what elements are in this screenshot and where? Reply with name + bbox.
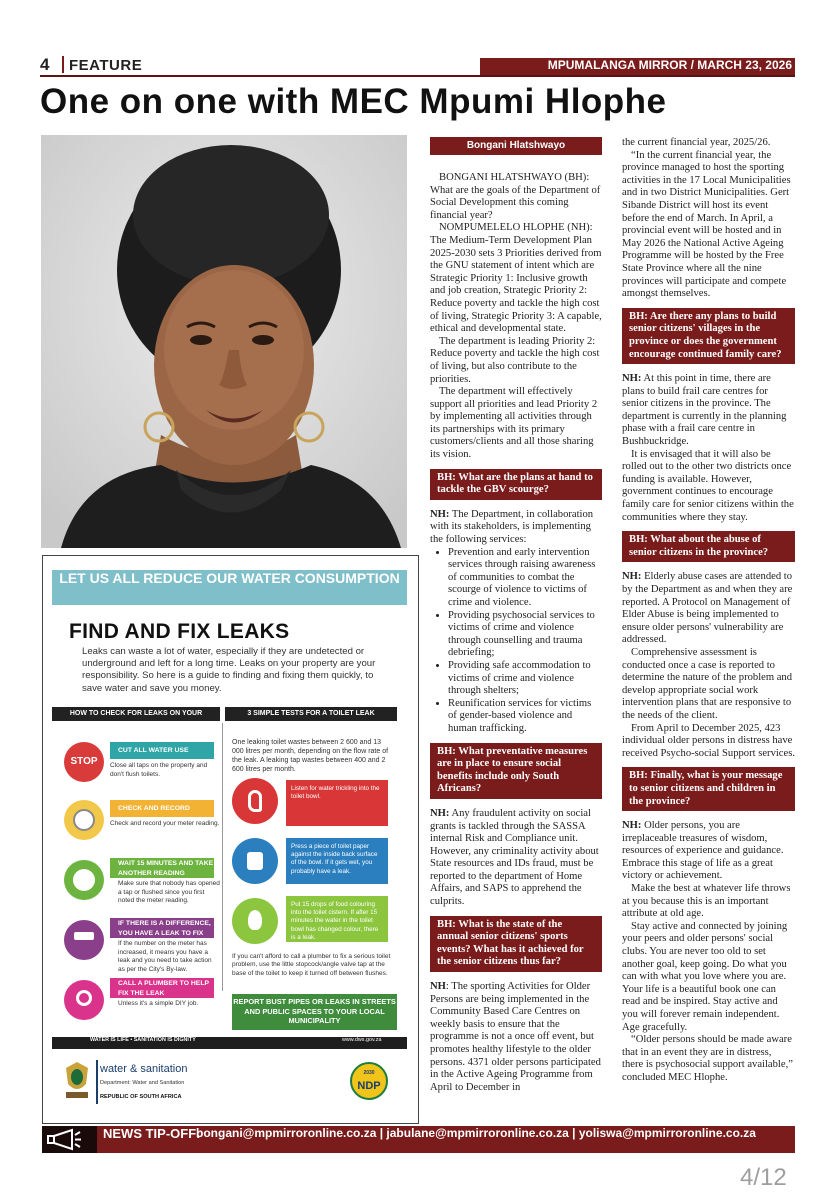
speaker-tag: NH: [430, 981, 446, 993]
coat-of-arms-icon: [62, 1060, 92, 1102]
test-box: Press a piece of toilet paper against the inside back surface of the bowl. If it gets wet, you probably have a leak.: [286, 838, 388, 884]
header-rule: [40, 75, 795, 77]
meter-face-icon: [73, 809, 95, 831]
step-title: CHECK AND RECORD: [110, 800, 214, 817]
stop-icon-label: STOP: [70, 756, 98, 767]
question-box: BH: What are the plans at hand to tackle the GBV scourge?: [430, 469, 602, 500]
advert-banner-text: LET US ALL REDUCE OUR WATER CONSUMPTION: [59, 570, 400, 586]
step-desc: If the number on the meter has increased, it means you have a leak and you need to take action as per the City's By-law.: [118, 940, 212, 973]
paragraph: BONGANI HLATSHWAYO (BH): What are the goals of the Department of Social Development this coming financial year?: [430, 172, 601, 221]
tap-spout-icon: [74, 932, 94, 940]
answer: [622, 820, 795, 883]
ndp-year: 2030: [363, 1070, 375, 1076]
paragraph: The department will effectively support all priorities and lead Priority 2 by implementing all activities through its partnerships with its primary customers/clients and all those sharing its vision.: [430, 386, 598, 461]
list-item: • Providing psychosocial services to victims of crime and violence through counselling and trauma debriefing;: [448, 610, 602, 660]
test-box: Put 15 drops of food colouring into the toilet cistern. If after 15 minutes the water in the toilet bowl has changed colour, there is a leak.: [286, 896, 388, 942]
advert-motto: WATER IS LIFE • SANITATION IS DIGNITY: [90, 1037, 196, 1043]
step-title: CALL A PLUMBER TO HELP FIX THE LEAK: [110, 978, 214, 998]
paragraph: Make the best at whatever life throws at you because this is an important attribute at old age.: [622, 883, 791, 920]
news-tip-label: NEWS TIP-OFF:: [103, 1126, 201, 1141]
department-line: Department: Water and Sanitation: [100, 1080, 185, 1086]
plumber-tip: If you can't afford to call a plumber to fix a serious toilet problem, use the little stopcock/angle valve tap at the base of the toilet to keep it turned off between flushes.: [232, 953, 391, 977]
speaker-tag: NH:: [430, 508, 450, 520]
paragraph: NOMPUMELELO HLOPHE (NH): The Medium-Term Development Plan 2025-2030 sets 3 Priorities derived from the GNU statement of intent which are Strategic Priority 1: Inclusive growth and job creation, Strategic Priority 2: Reduce poverty and tackle the high cost of living, Strategic Priority 3: A capable, ethical and developmental state.: [430, 222, 602, 335]
paragraph: “In the current financial year, the province managed to host the sporting activities in the 17 Local Municipalities and in two District Municipalities. Gert Sibande District will host its event before the end of March. In April, a provincial event will be hosted and in May 2026 the National Active Ageing Programme will be hosted by the Free State Province where all the nine provinces will participate and compete amongst themselves.: [622, 149, 791, 300]
list-item: • Prevention and early intervention services through raising awareness of communities to combat the scourge of violence to victims of crime and violence.: [448, 547, 602, 610]
article-column-2: [622, 137, 795, 1085]
megaphone-box: [42, 1126, 97, 1153]
step-title: IF THERE IS A DIFFERENCE, YOU HAVE A LEAK TO FIX: [110, 918, 214, 938]
publication-date: MPUMALANGA MIRROR / MARCH 23, 2026: [547, 58, 792, 72]
speaker-tag: NH:: [430, 807, 450, 819]
ear-shape-icon: [248, 790, 262, 812]
toilet-shape-icon: [247, 852, 263, 870]
speaker-tag: NH:: [622, 373, 642, 385]
paragraph: The department is leading Priority 2: Reduce poverty and tackle the high cost of living, but also contribute to the priorities.: [430, 335, 600, 385]
answer: [430, 808, 602, 909]
advert-intro: Leaks can waste a lot of water, especially if they are undetected or underground and left for a long time. Leaks on your property are your responsibility. So here is a guide to finding and fixing them quickly, to save water and save you money.: [82, 646, 376, 694]
paragraph: Comprehensive assessment is conducted once a case is reported to determine the nature of the problem and develop appropriate social work intervention plans that are responsive to the needs of the client.: [622, 646, 793, 721]
answer-intro: [430, 509, 602, 547]
department-logo-text: water & sanitation: [100, 1063, 188, 1075]
page-indicator: 4/12: [740, 1164, 787, 1191]
paragraph: It is envisaged that it will also be rolled out to the other two districts once funding is available. However, government continues to encourage family care for senior citizens within the communities where they stay.: [622, 448, 794, 523]
section-divider: [222, 723, 223, 991]
megaphone-icon: [42, 1126, 97, 1153]
list-item: • Reunification services for victims of gender-based violence and human trafficking.: [448, 698, 602, 736]
question-box: BH: What is the state of the annual senior citizens' sports events? What has it achieved for the senior citizens thus far?: [430, 916, 602, 972]
toilet-intro: One leaking toilet wastes between 2 600 and 13 000 litres per month, depending on the flow rate of the leak. A leaking tap wastes between 400 and 2 600 litres per month.: [232, 739, 389, 773]
answer-text: Older persons, you are irreplaceable treasures of wisdom, resources of experience and guidance. Embrace this stage of life as a great victory or achievement.: [622, 820, 784, 882]
step-desc: Close all taps on the property and don't flush toilets.: [110, 762, 208, 778]
answer-text: Elderly abuse cases are attended to by the Department as and when they are reported. A Protocol on Management of Elder Abuse is being implemented to ensure older persons' vulnerability are addressed.: [622, 571, 793, 646]
tap-icon: [64, 920, 104, 960]
clock-face-icon: [73, 869, 95, 891]
question-box: BH: Are there any plans to build senior citizens' villages in the province or does the government encourage continued family care?: [622, 308, 795, 364]
author-byline: Bongani Hlatshwayo: [430, 137, 602, 155]
test-box: Listen for water trickling into the toilet bowl.: [286, 780, 388, 826]
advert-title: FIND AND FIX LEAKS: [69, 620, 290, 643]
speaker-tag: NH:: [622, 571, 642, 583]
header-divider: [62, 56, 64, 73]
section-label: FEATURE: [69, 57, 143, 74]
headline: One on one with MEC Mpumi Hlophe: [40, 82, 667, 121]
paragraph: Stay active and connected by joining your peers and older persons' social clubs. You are never too old to set another goal, keep going. Do what you can with what you love where you are. Your life is a beautiful book one can read and be inspired. Stay active and you will forever remain independent. Age gracefully.: [622, 920, 788, 1033]
services-list: [430, 547, 602, 736]
portrait-photo: [41, 135, 407, 548]
paragraph: the current financial year, 2025/26.: [622, 137, 771, 148]
paragraph: “Older persons should be made aware that in an event they are in distress, there is psychosocial support available,” concluded MEC Hlophe.: [622, 1034, 793, 1083]
answer-text: Any fraudulent activity on social grants is tackled through the SASSA internal Risk and Compliance unit. However, any criminality activity about State resources and IDs fraud, must be reported to the department of Home Affairs, and SAPS to apprehend the culprits.: [430, 807, 599, 908]
ndp-label: NDP: [357, 1080, 381, 1092]
advert-url: www.dws.gov.za: [342, 1037, 382, 1043]
article-column-1: [430, 172, 602, 1094]
speaker-tag: NH:: [622, 820, 642, 832]
step-title: CUT ALL WATER USE: [110, 742, 214, 759]
answer-text: At this point in time, there are plans to build frail care centres for senior citizens in the province. The department is currently in the planning phase with a frail care centre in Bushbuckridge.: [622, 373, 787, 448]
question-box: BH: What about the abuse of senior citizens in the province?: [622, 531, 795, 562]
news-tip-emails[interactable]: bongani@mpmirroronline.co.za | jabulane@mpmirroronline.co.za | yoliswa@mpmirroronline.co.za: [196, 1126, 756, 1140]
right-section-header: 3 SIMPLE TESTS FOR A TOILET LEAK: [225, 707, 397, 721]
step-desc: Unless it's a simple DIY job.: [118, 1000, 199, 1007]
page-number: 4: [40, 55, 50, 74]
step-desc: Make sure that nobody has opened a tap or flushed since you first noted the meter reading.: [118, 880, 220, 904]
answer-text: The Department, in collaboration with its stakeholders, is implementing the following services:: [430, 508, 594, 546]
answer-text: : The sporting Activities for Older Persons are being implemented in the Community Based Care Centres on weekly basis to ensure that the programme is not a once off event, but promotes healthy lifestyle to the older persons. 4371 older persons participated in the Active Ageing Programme from April to December in: [430, 981, 601, 1093]
answer: [430, 981, 602, 1094]
report-banner: REPORT BUST PIPES OR LEAKS IN STREETS AND PUBLIC SPACES TO YOUR LOCAL MUNICIPALITY: [232, 994, 397, 1030]
drop-shape-icon: [248, 910, 262, 930]
step-title: WAIT 15 MINUTES AND TAKE ANOTHER READING: [110, 858, 214, 878]
logo-divider: [96, 1060, 98, 1104]
wrench-icon: [76, 990, 92, 1006]
list-item: • Providing safe accommodation to victims of crime and violence through shelters;: [448, 660, 602, 698]
answer: [622, 373, 795, 449]
question-box: BH: Finally, what is your message to senior citizens and children in the province?: [622, 767, 795, 811]
step-desc: Check and record your meter reading.: [110, 820, 220, 827]
republic-label: REPUBLIC OF SOUTH AFRICA: [100, 1094, 182, 1100]
question-box: BH: What preventative measures are in place to ensure social benefits include only South Africans?: [430, 743, 602, 799]
left-section-header: HOW TO CHECK FOR LEAKS ON YOUR PROPERTY: [52, 707, 220, 721]
paragraph: From April to December 2025, 423 individual older persons in distress have received Psycho-social Support services.: [622, 722, 795, 759]
answer: [622, 571, 795, 647]
